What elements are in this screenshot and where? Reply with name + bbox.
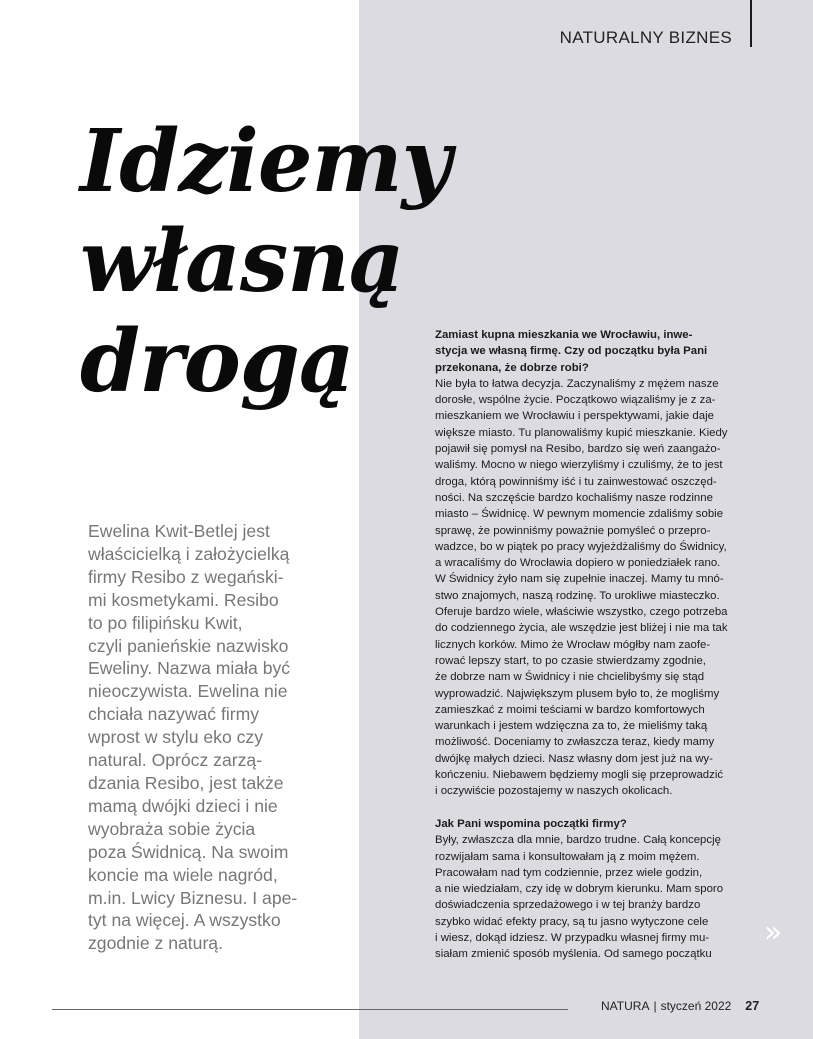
lead-line: właścicielką i założycielką <box>88 543 290 564</box>
answer-line: ności. Na szczęście bardzo kochaliśmy nasze rodzinne <box>435 491 713 504</box>
answer-line: dorosłe, wspólne życie. Początkowo wiązaliśmy je z za- <box>435 394 716 407</box>
answer-line: a wracaliśmy do Wrocławia dopiero w poniedziałek rano. <box>435 557 721 570</box>
answer-line: pojawił się pomysł na Resibo, bardzo się weń zaangażo- <box>435 443 721 456</box>
answer-line: możliwość. Doceniamy to zwłaszcza teraz, kiedy mamy <box>435 736 715 749</box>
answer-line: stwo znajomych, naszą rodzinę. To urokliwe miasteczko. <box>435 589 720 602</box>
lead-line: tyt na więcej. A wszystko <box>88 910 281 931</box>
lead-line: dzania Resibo, jest także <box>88 772 284 793</box>
answer-line: większe miasto. Tu planowaliśmy kupić mieszkanie. Kiedy <box>435 426 728 439</box>
paragraph-gap <box>435 800 755 816</box>
lead-line: firmy Resibo z wegański- <box>88 566 284 587</box>
answer-line: szybko widać efekty pracy, są tu jasno wytyczone cele <box>435 915 709 928</box>
answer-line: Nie była to łatwa decyzja. Zaczynaliśmy z mężem nasze <box>435 377 719 390</box>
answer-line: droga, którą powinniśmy iść i tu zainwestować oszczęd- <box>435 475 717 488</box>
lead-line: czyli panieńskie nazwisko <box>88 635 289 656</box>
lead-line: mamą dwójki dzieci i nie <box>88 795 278 816</box>
page-number: 27 <box>745 999 760 1013</box>
answer-line: Oferuje bardzo wiele, właściwie wszystko, czego potrzeba <box>435 606 728 619</box>
lead-line: m.in. Lwicy Biznesu. I ape- <box>88 887 298 908</box>
section-label: NATURALNY BIZNES <box>559 28 732 47</box>
magazine-name: NATURA <box>601 999 650 1013</box>
answer-line: Były, zwłaszcza dla mnie, bardzo trudne. Całą koncepcję <box>435 834 721 847</box>
answer-line: wadzce, bo w piątek po pracy wyjeżdżaliśmy do Świdnicy, <box>435 540 727 553</box>
answer-2 <box>435 832 755 962</box>
footer-separator: | <box>653 999 657 1013</box>
article-title <box>80 112 451 412</box>
answer-line: warunkach i jestem wdzięczna za to, że mieliśmy taką <box>435 720 708 733</box>
lead-line: Eweliny. Nazwa miała być <box>88 658 291 679</box>
answer-line: i wiesz, dokąd idziesz. W przypadku własnej firmy mu- <box>435 931 710 944</box>
question-line: stycja we własną firmę. Czy od początku była Pani <box>435 345 708 358</box>
question-1 <box>435 327 755 376</box>
answer-line: i oczywiście pozostajemy w naszych okolicach. <box>435 785 673 798</box>
lead-line: koncie ma wiele nagród, <box>88 864 278 885</box>
article-lead <box>88 520 318 955</box>
lead-line: to po filipińsku Kwit, <box>88 612 243 633</box>
answer-line: zamieszkać z moimi teściami w bardzo komfortowych <box>435 703 705 716</box>
title-line: własną <box>80 211 404 312</box>
answer-line: mieszkaniem we Wrocławiu i perspektywami, jakie daje <box>435 410 714 423</box>
answer-line: kończeniu. Niebawem będziemy mogli się przeprowadzić <box>435 769 724 782</box>
footer-rule <box>52 1009 568 1010</box>
answer-line: że dobrze nam w Świdnicy i nie chcielibyśmy się stąd <box>435 671 705 684</box>
continue-arrow-icon[interactable]: » <box>764 915 783 950</box>
lead-line: wprost w stylu eko czy <box>88 727 264 748</box>
answer-line: rować lepszy start, to po czasie stwierdzamy zgodnie, <box>435 654 706 667</box>
answer-line: siałam zmienić sposób myślenia. Od samego początku <box>435 948 712 961</box>
lead-line: wyobraża sobie życia <box>88 818 256 839</box>
question-2 <box>435 816 755 832</box>
title-line: Idziemy <box>80 111 451 212</box>
answer-line: do codziennego życia, ale wszędzie jest bliżej i nie ma tak <box>435 622 728 635</box>
lead-line: Ewelina Kwit-Betlej jest <box>88 521 270 541</box>
lead-line: zgodnie z naturą. <box>88 933 223 954</box>
answer-line: dwójkę małych dzieci. Nasz własny dom jest już na wy- <box>435 752 713 765</box>
lead-line: natural. Oprócz zarzą- <box>88 750 263 771</box>
answer-1 <box>435 376 755 800</box>
answer-line: Pracowałam nad tym codziennie, przez wiele godzin, <box>435 866 703 879</box>
answer-line: waliśmy. Mocno w niego wierzyliśmy i czuliśmy, że to jest <box>435 459 723 472</box>
question-line: przekonana, że dobrze robi? <box>435 361 589 374</box>
answer-line: miasto – Świdnicę. W pewnym momencie zdaliśmy sobie <box>435 508 724 521</box>
question-line: Jak Pani wspomina początki firmy? <box>435 817 627 830</box>
answer-line: W Świdnicy żyło nam się zupełnie inaczej. Mamy tu mnó- <box>435 573 724 586</box>
lead-line: nieoczywista. Ewelina nie <box>88 681 288 702</box>
question-line: Zamiast kupna mieszkania we Wrocławiu, inwe- <box>435 329 693 341</box>
interview-column <box>435 327 755 963</box>
title-line: drogą <box>80 311 354 412</box>
answer-line: licznych korków. Mimo że Wrocław mógłby nam zaofe- <box>435 638 711 651</box>
lead-line: mi kosmetykami. Resibo <box>88 589 279 610</box>
lead-line: chciała nazywać firmy <box>88 704 260 725</box>
answer-line: wyprowadzić. Największym plusem było to, że mogliśmy <box>435 687 720 700</box>
issue-date: styczeń 2022 <box>660 999 732 1013</box>
header-vertical-rule <box>750 0 752 47</box>
answer-line: sprawę, że powinniśmy poważnie pomyśleć o przepro- <box>435 524 711 537</box>
lead-line: poza Świdnicą. Na swoim <box>88 841 289 862</box>
answer-line: doświadczenia sprzedażowego i w tej branży bardzo <box>435 899 701 912</box>
answer-line: a nie wiedziałam, czy idę w dobrym kierunku. Mam sporo <box>435 883 724 896</box>
page-footer <box>601 999 759 1013</box>
answer-line: rozwijałam sama i konsultowałam ją z moim mężem. <box>435 850 700 863</box>
